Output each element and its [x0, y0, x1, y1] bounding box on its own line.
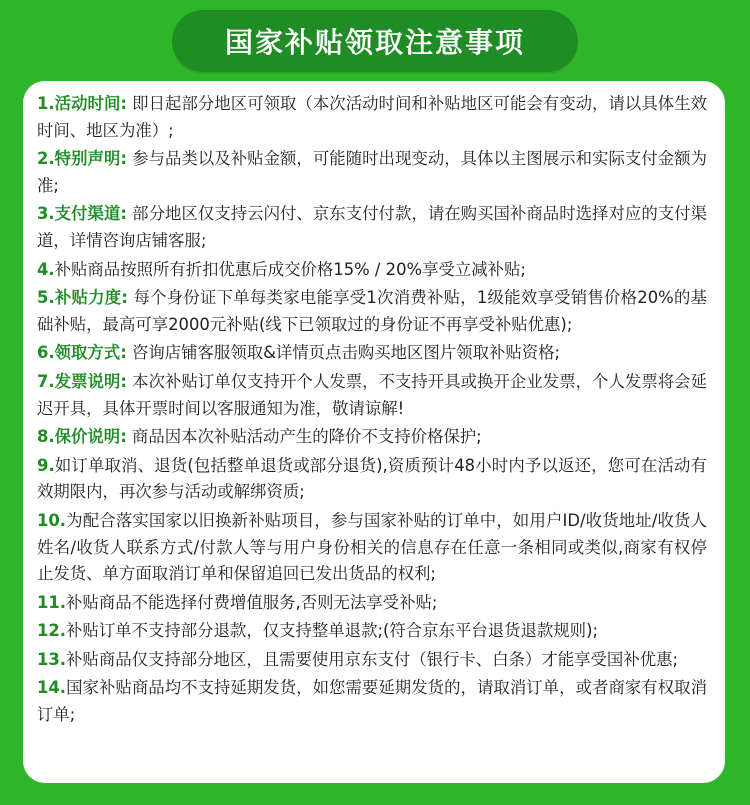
notice-item	[37, 675, 707, 728]
notice-panel	[23, 81, 725, 783]
item-number: 6.	[37, 343, 55, 363]
item-text: 每个身份证下单每类家电能享受1次消费补贴，1级能效享受销售价格20%的基础补贴，最高可享2000元补贴(线下已领取过的身份证不再享受补贴优惠);	[37, 288, 707, 334]
item-number: 2.	[37, 149, 55, 169]
item-text: 本次补贴订单仅支持开个人发票，不支持开具或换开企业发票，个人发票将会延迟开具，具体开票时间以客服通知为准，敬请谅解!	[37, 371, 707, 418]
item-number: 11.	[37, 592, 67, 612]
item-text: 咨询店铺客服领取&详情页点击购买地区图片领取补贴资格;	[126, 343, 561, 363]
item-number: 14.	[37, 678, 67, 698]
item-text: 为配合落实国家以旧换新补贴项目，参与国家补贴的订单中，如用户ID/收货地址/收货人姓名/收货人联系方式/付款人等与用户身份相关的信息存在任意一条相同或类似,商家有权停止发货、单方面取消订单和保留追回已发出货品的权利;	[37, 510, 707, 584]
item-label: 领取方式:	[54, 343, 127, 363]
item-number: 5.	[37, 288, 55, 308]
notice-item	[37, 453, 707, 506]
item-number: 13.	[37, 649, 67, 669]
item-text: 参与品类以及补贴金额，可能随时出现变动，具体以主图展示和实际支付金额为准;	[37, 149, 707, 195]
notice-item	[37, 257, 707, 284]
item-number: 1.	[37, 94, 55, 113]
notice-item	[37, 618, 707, 645]
page-title: 国家补贴领取注意事项	[224, 26, 525, 59]
notice-item	[37, 647, 707, 674]
item-text: 如订单取消、退货(包括整单退货或部分退货),资质预计48小时内予以返还，您可在活动有效期限内，再次参与活动或解绑资质;	[37, 455, 707, 502]
item-text: 国家补贴商品均不支持延期发货，如您需要延期发货的，请取消订单，或者商家有权取消订单;	[37, 678, 707, 725]
notice-item	[37, 91, 707, 144]
item-label: 补贴力度:	[54, 288, 128, 308]
item-label: 支付渠道:	[54, 204, 127, 224]
notice-item	[37, 590, 707, 617]
notice-item	[37, 340, 707, 367]
item-text: 部分地区仅支持云闪付、京东支付付款，请在购买国补商品时选择对应的支付渠道，详情咨询店铺客服;	[37, 204, 707, 250]
notice-item	[37, 146, 707, 199]
notice-item	[37, 369, 707, 422]
notice-item	[37, 508, 707, 588]
item-number: 8.	[37, 427, 55, 447]
item-label: 活动时间:	[54, 94, 127, 113]
item-number: 10.	[37, 510, 67, 530]
item-label: 发票说明:	[54, 371, 127, 391]
item-text: 即日起部分地区可领取（本次活动时间和补贴地区可能会有变动，请以具体生效时间、地区为准）;	[37, 94, 707, 140]
item-number: 4.	[37, 259, 55, 279]
notice-item	[37, 424, 707, 451]
item-number: 7.	[37, 371, 55, 391]
item-text: 补贴订单不支持部分退款，仅支持整单退款;(符合京东平台退货退款规则);	[66, 621, 598, 641]
title-banner	[172, 10, 578, 72]
item-number: 9.	[37, 455, 55, 475]
item-text: 补贴商品仅支持部分地区，且需要使用京东支付（银行卡、白条）才能享受国补优惠;	[66, 649, 679, 669]
item-text: 补贴商品按照所有折扣优惠后成交价格15% / 20%享受立减补贴;	[54, 259, 526, 279]
item-label: 特别声明:	[54, 149, 127, 169]
item-label: 保价说明:	[54, 427, 127, 447]
notice-item	[37, 201, 707, 254]
notice-item	[37, 285, 707, 338]
item-text: 补贴商品不能选择付费增值服务,否则无法享受补贴;	[66, 592, 438, 612]
item-number: 3.	[37, 204, 55, 224]
item-number: 12.	[37, 621, 67, 641]
item-text: 商品因本次补贴活动产生的降价不支持价格保护;	[126, 427, 482, 447]
